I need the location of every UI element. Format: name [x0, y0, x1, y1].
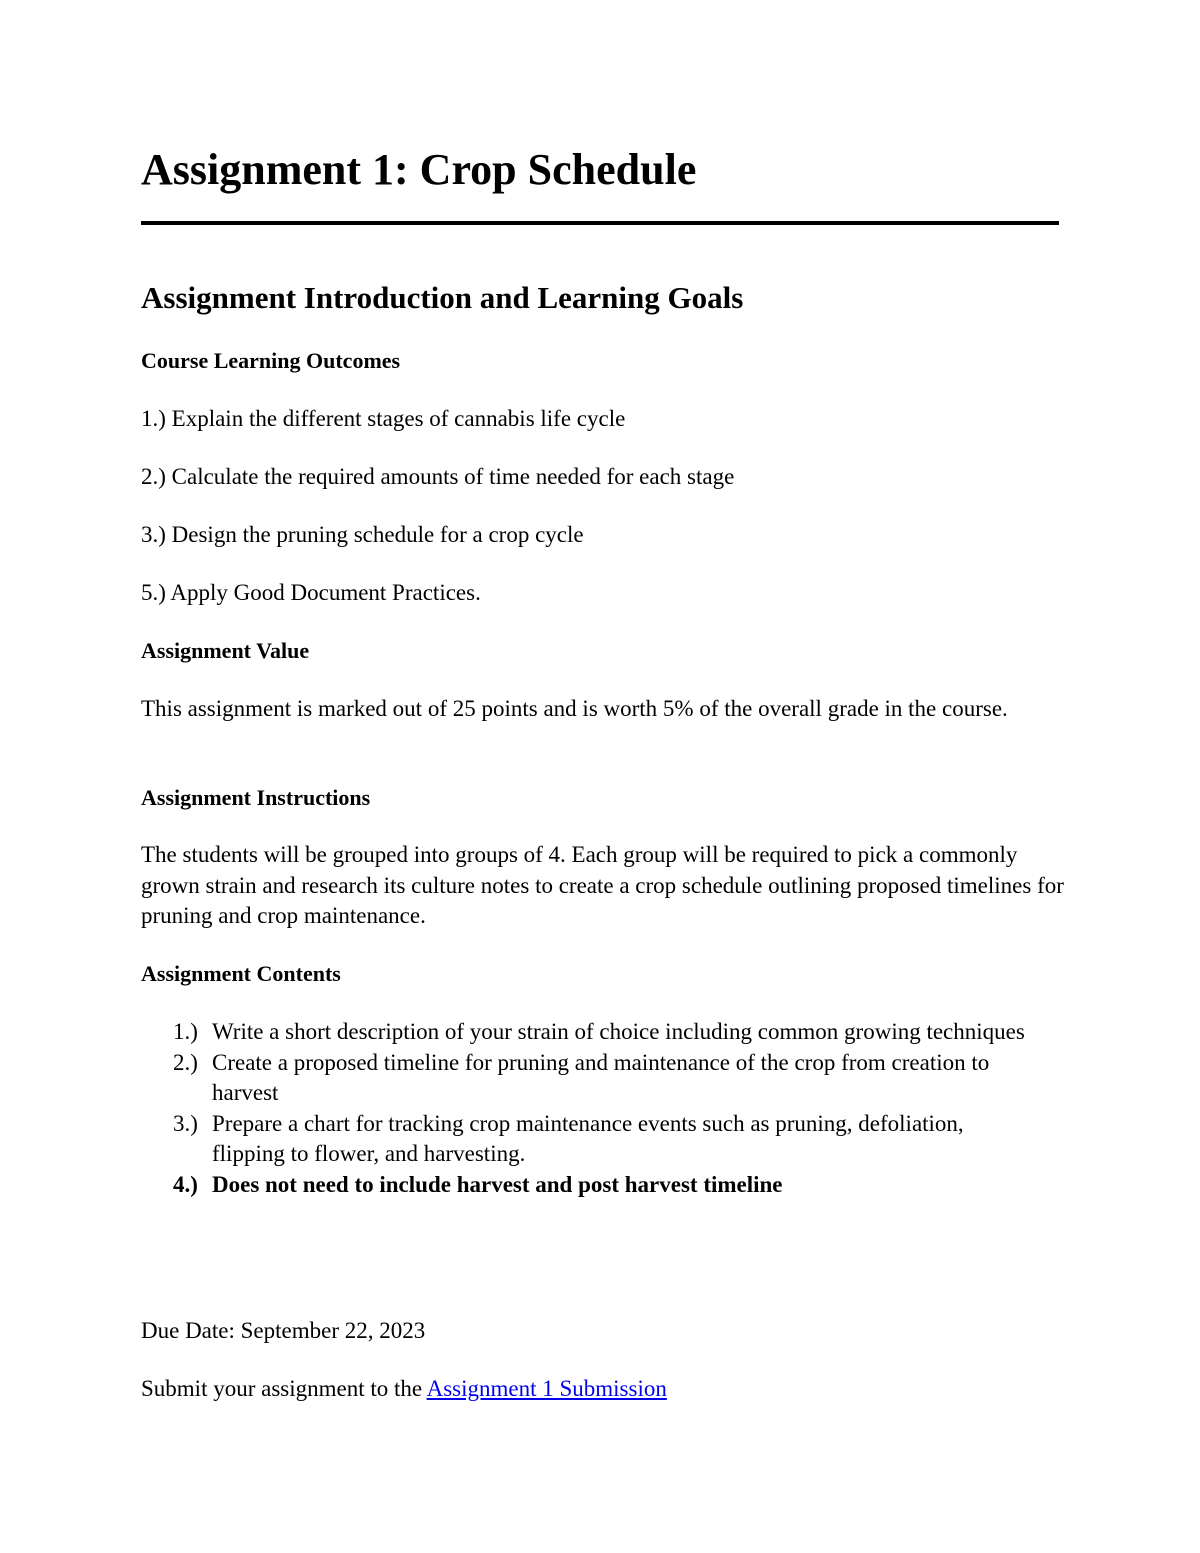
due-date: Due Date: September 22, 2023: [141, 1318, 426, 1343]
submit-prefix: Submit your assignment to the: [141, 1376, 427, 1401]
list-item-text: Create a proposed timeline for pruning and maintenance of the crop from creation to harvest: [212, 1049, 990, 1105]
list-item-number: 1.): [173, 1019, 198, 1044]
list-item: [141, 1109, 1041, 1170]
list-item-number: 4.): [173, 1171, 198, 1197]
document-title: Assignment 1: Crop Schedule: [141, 145, 697, 194]
list-item: [141, 1017, 1041, 1048]
list-item: [141, 1170, 1041, 1201]
section-heading: Assignment Introduction and Learning Goals: [141, 280, 744, 315]
instructions-text: The students will be grouped into groups of 4. Each group will be required to pick a commonly grown strain and research its culture notes to create a crop schedule outlining proposed timelines for pruning and crop maintenance.: [141, 842, 1064, 928]
title-divider: [141, 221, 1059, 225]
outcome-item: 5.) Apply Good Document Practices.: [141, 580, 481, 605]
outcome-item: 1.) Explain the different stages of cannabis life cycle: [141, 406, 626, 431]
outcomes-heading: Course Learning Outcomes: [141, 348, 401, 373]
submission-link[interactable]: Assignment 1 Submission: [426, 1376, 667, 1401]
outcome-item: 3.) Design the pruning schedule for a crop cycle: [141, 522, 584, 547]
instructions-heading: Assignment Instructions: [141, 785, 371, 810]
contents-heading: Assignment Contents: [141, 961, 341, 986]
contents-list: [141, 1017, 1041, 1200]
list-item-text: Prepare a chart for tracking crop maintenance events such as pruning, defoliation, flipping to flower, and harvesting.: [212, 1110, 964, 1166]
list-item: [141, 1048, 1041, 1109]
outcome-item: 2.) Calculate the required amounts of time needed for each stage: [141, 464, 735, 489]
value-heading: Assignment Value: [141, 638, 310, 663]
list-item-number: 2.): [173, 1049, 198, 1075]
list-item-text: Write a short description of your strain of choice including common growing techniques: [212, 1019, 1025, 1044]
submit-line: [141, 1374, 667, 1404]
list-item-number: 3.): [173, 1110, 198, 1136]
list-item-text: Does not need to include harvest and post harvest timeline: [212, 1171, 783, 1197]
value-text: This assignment is marked out of 25 points and is worth 5% of the overall grade in the course.: [141, 696, 1008, 721]
